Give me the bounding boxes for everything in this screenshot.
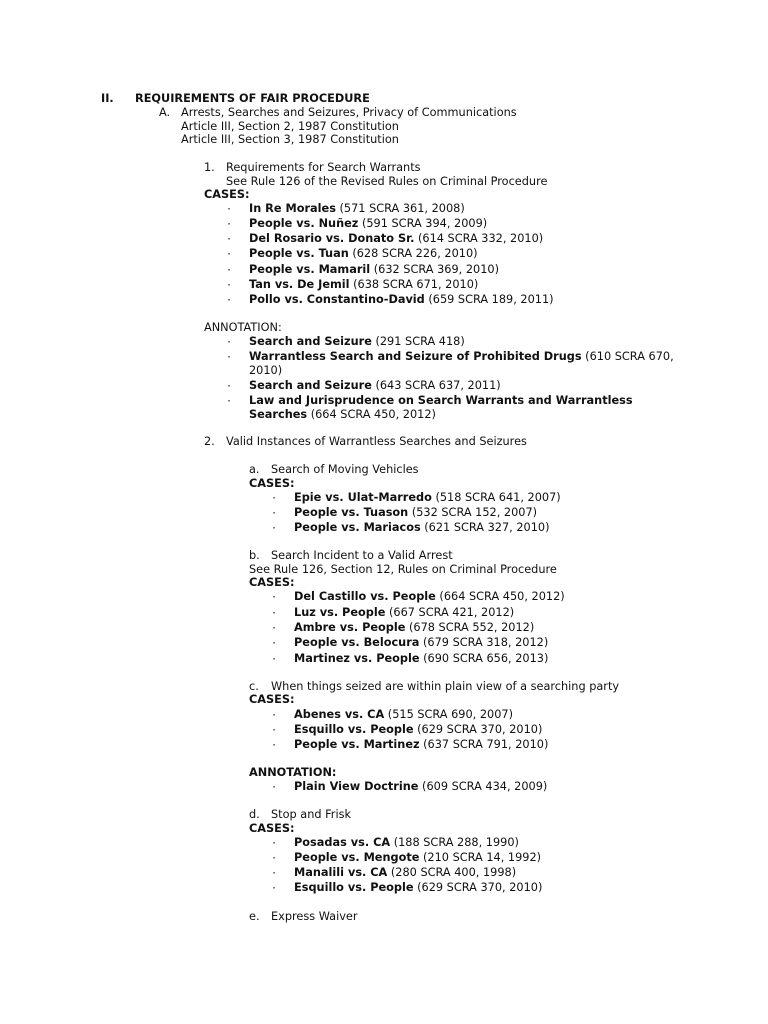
bullet-icon: · xyxy=(272,653,276,666)
case-name: Esquillo vs. People xyxy=(294,723,414,736)
case-name: In Re Morales xyxy=(249,202,336,215)
case-entry xyxy=(294,881,542,895)
section-numeral: II. xyxy=(101,92,114,105)
case-citation: (632 SCRA 369, 2010) xyxy=(370,263,499,276)
case-entry xyxy=(249,202,465,216)
case-entry xyxy=(249,247,478,261)
case-entry xyxy=(249,278,478,292)
cases-label: CASES: xyxy=(249,576,295,589)
case-name: Manalili vs. CA xyxy=(294,866,388,879)
case-name: People vs. Tuason xyxy=(294,506,409,519)
section-title: REQUIREMENTS OF FAIR PROCEDURE xyxy=(135,92,370,105)
cases-label: CASES: xyxy=(249,693,295,706)
sub-title: Stop and Frisk xyxy=(271,808,352,821)
bullet-icon: · xyxy=(227,218,231,231)
case-citation: (591 SCRA 394, 2009) xyxy=(358,217,488,230)
case-citation: (188 SCRA 288, 1990) xyxy=(390,836,519,849)
item-number: 1. xyxy=(204,161,215,174)
case-entry xyxy=(294,491,561,505)
bullet-icon: · xyxy=(227,351,231,364)
case-citation: (614 SCRA 332, 2010) xyxy=(414,232,544,245)
case-name: Abenes vs. CA xyxy=(294,708,385,721)
case-entry xyxy=(294,738,548,752)
bullet-icon: · xyxy=(227,203,231,216)
case-name: Del Castillo vs. People xyxy=(294,590,436,603)
case-entry xyxy=(249,293,554,307)
case-citation: (667 SCRA 421, 2012) xyxy=(385,606,515,619)
case-entry xyxy=(294,851,541,865)
item-title: Requirements for Search Warrants xyxy=(226,161,421,174)
case-name: Martinez vs. People xyxy=(294,652,420,665)
bullet-icon: · xyxy=(227,336,231,349)
case-name: Ambre vs. People xyxy=(294,621,406,634)
annotation-name: Search and Seizure xyxy=(249,379,372,392)
annotation-entry-continued xyxy=(249,408,436,422)
case-name: Epie vs. Ulat-Marredo xyxy=(294,491,432,504)
bullet-icon: · xyxy=(272,852,276,865)
annotation-name: Law and Jurisprudence on Search Warrants and Warrantless xyxy=(249,394,633,407)
case-citation: (571 SCRA 361, 2008) xyxy=(335,202,465,215)
annotation-citation: (664 SCRA 450, 2012) xyxy=(307,408,436,421)
subsection-title: Arrests, Searches and Seizures, Privacy of Communications xyxy=(181,106,517,119)
case-entry xyxy=(294,606,514,620)
case-name: Luz vs. People xyxy=(294,606,386,619)
bullet-icon: · xyxy=(272,622,276,635)
case-entry xyxy=(294,506,537,520)
bullet-icon: · xyxy=(227,294,231,307)
case-entry xyxy=(294,866,516,880)
case-entry xyxy=(249,263,499,277)
annotation-entry xyxy=(249,335,465,349)
annotation-citation: (609 SCRA 434, 2009) xyxy=(418,780,548,793)
case-name: People vs. Martinez xyxy=(294,738,420,751)
case-entry xyxy=(294,836,519,850)
bullet-icon: · xyxy=(272,739,276,752)
annotation-label: ANNOTATION: xyxy=(249,766,337,779)
constitution-ref: Article III, Section 3, 1987 Constitution xyxy=(181,133,399,146)
rule-note: See Rule 126, Section 12, Rules on Criminal Procedure xyxy=(249,563,557,576)
bullet-icon: · xyxy=(227,395,231,408)
sub-letter: e. xyxy=(249,910,260,923)
sub-title: When things seized are within plain view of a searching party xyxy=(271,680,620,693)
case-citation: (621 SCRA 327, 2010) xyxy=(420,521,550,534)
annotation-entry xyxy=(249,394,633,408)
bullet-icon: · xyxy=(227,279,231,292)
case-entry xyxy=(294,636,548,650)
sub-title: Search of Moving Vehicles xyxy=(271,463,419,476)
case-citation: (629 SCRA 370, 2010) xyxy=(413,881,543,894)
bullet-icon: · xyxy=(272,781,276,794)
case-citation: (210 SCRA 14, 1992) xyxy=(419,851,542,864)
case-name: People vs. Mengote xyxy=(294,851,420,864)
item-number: 2. xyxy=(204,435,215,448)
bullet-icon: · xyxy=(227,264,231,277)
case-name: Pollo vs. Constantino-David xyxy=(249,293,425,306)
case-citation: (629 SCRA 370, 2010) xyxy=(413,723,543,736)
case-citation: (637 SCRA 791, 2010) xyxy=(419,738,549,751)
case-citation: (638 SCRA 671, 2010) xyxy=(349,278,479,291)
case-name: People vs. Tuan xyxy=(249,247,349,260)
bullet-icon: · xyxy=(272,607,276,620)
cases-label: CASES: xyxy=(249,477,295,490)
case-name: Del Rosario vs. Donato Sr. xyxy=(249,232,415,245)
case-name: People vs. Mariacos xyxy=(294,521,421,534)
annotation-citation: (291 SCRA 418) xyxy=(371,335,465,348)
annotation-name: Warrantless Search and Seizure of Prohibited Drugs xyxy=(249,350,582,363)
annotation-name: Search and Seizure xyxy=(249,335,372,348)
case-citation: (628 SCRA 226, 2010) xyxy=(348,247,478,260)
sub-title: Express Waiver xyxy=(271,910,358,923)
case-citation: (664 SCRA 450, 2012) xyxy=(435,590,565,603)
annotation-entry-continued xyxy=(249,364,282,378)
case-entry xyxy=(294,652,548,666)
annotation-label: ANNOTATION: xyxy=(204,321,282,334)
bullet-icon: · xyxy=(272,882,276,895)
case-entry xyxy=(249,232,543,246)
case-entry xyxy=(294,621,534,635)
bullet-icon: · xyxy=(272,507,276,520)
bullet-icon: · xyxy=(272,637,276,650)
annotation-citation: (610 SCRA 670, xyxy=(581,350,674,363)
annotation-name: Plain View Doctrine xyxy=(294,780,419,793)
annotation-name: Searches xyxy=(249,408,308,421)
bullet-icon: · xyxy=(272,591,276,604)
bullet-icon: · xyxy=(272,492,276,505)
annotation-entry xyxy=(249,350,674,364)
cases-label: CASES: xyxy=(204,188,250,201)
case-name: People vs. Nuñez xyxy=(249,217,359,230)
item-title: Valid Instances of Warrantless Searches and Seizures xyxy=(226,435,527,448)
case-name: People vs. Belocura xyxy=(294,636,420,649)
case-entry xyxy=(294,708,513,722)
bullet-icon: · xyxy=(272,867,276,880)
rule-note: See Rule 126 of the Revised Rules on Criminal Procedure xyxy=(226,175,548,188)
case-name: People vs. Mamaril xyxy=(249,263,371,276)
case-entry xyxy=(294,590,565,604)
case-citation: (518 SCRA 641, 2007) xyxy=(431,491,561,504)
sub-letter: d. xyxy=(249,808,260,821)
annotation-citation: (643 SCRA 637, 2011) xyxy=(371,379,501,392)
bullet-icon: · xyxy=(227,233,231,246)
subsection-letter: A. xyxy=(159,106,171,119)
bullet-icon: · xyxy=(272,724,276,737)
case-citation: (679 SCRA 318, 2012) xyxy=(419,636,549,649)
constitution-ref: Article III, Section 2, 1987 Constitution xyxy=(181,120,399,133)
cases-label: CASES: xyxy=(249,822,295,835)
annotation-citation: 2010) xyxy=(249,364,283,377)
case-citation: (690 SCRA 656, 2013) xyxy=(419,652,549,665)
case-citation: (532 SCRA 152, 2007) xyxy=(408,506,538,519)
sub-title: Search Incident to a Valid Arrest xyxy=(271,549,453,562)
case-name: Esquillo vs. People xyxy=(294,881,414,894)
case-citation: (515 SCRA 690, 2007) xyxy=(384,708,514,721)
bullet-icon: · xyxy=(272,522,276,535)
annotation-entry xyxy=(249,379,501,393)
case-name: Tan vs. De Jemil xyxy=(249,278,350,291)
bullet-icon: · xyxy=(227,380,231,393)
case-citation: (659 SCRA 189, 2011) xyxy=(424,293,554,306)
case-citation: (678 SCRA 552, 2012) xyxy=(405,621,535,634)
case-citation: (280 SCRA 400, 1998) xyxy=(387,866,517,879)
sub-letter: b. xyxy=(249,549,260,562)
sub-letter: c. xyxy=(249,680,259,693)
case-entry xyxy=(294,521,550,535)
annotation-entry xyxy=(294,780,547,794)
case-name: Posadas vs. CA xyxy=(294,836,391,849)
sub-letter: a. xyxy=(249,463,260,476)
case-entry xyxy=(249,217,487,231)
bullet-icon: · xyxy=(272,837,276,850)
bullet-icon: · xyxy=(227,248,231,261)
case-entry xyxy=(294,723,542,737)
bullet-icon: · xyxy=(272,709,276,722)
